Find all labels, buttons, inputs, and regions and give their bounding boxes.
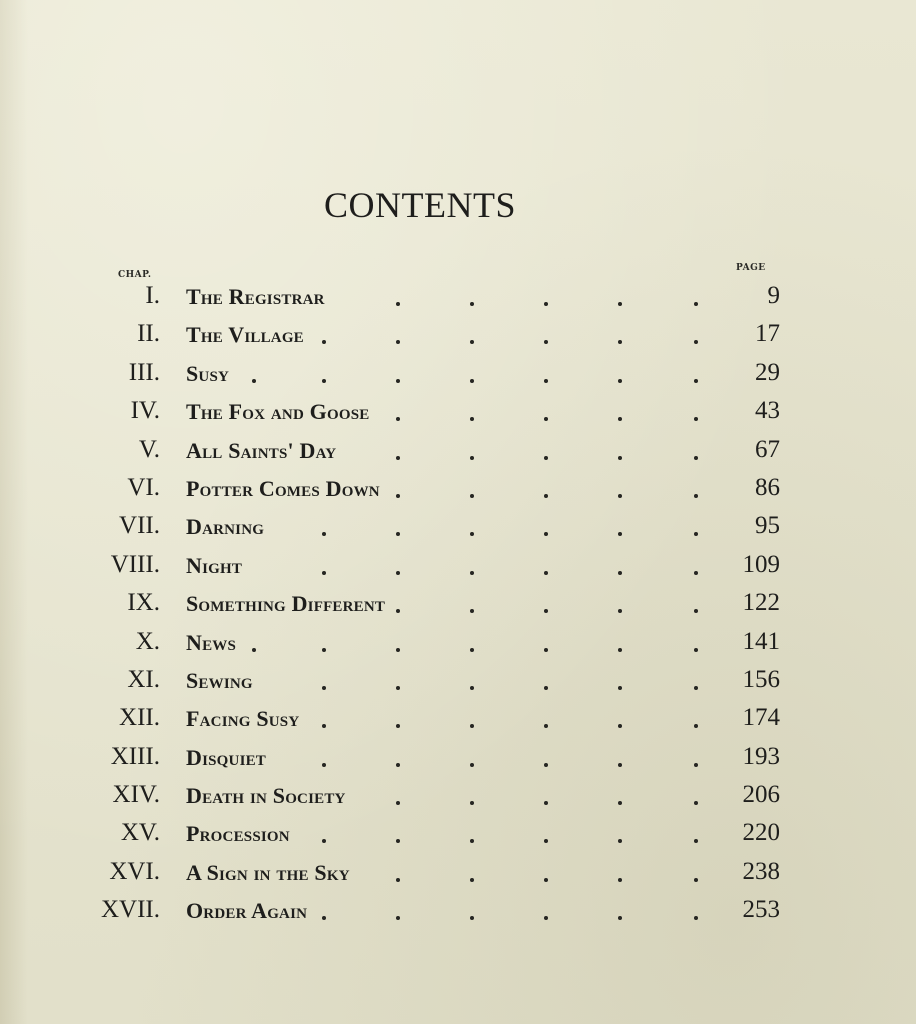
chapter-numeral: II.	[137, 320, 160, 348]
chapter-numeral: IX.	[127, 589, 160, 617]
leader-dot	[322, 916, 326, 920]
leader-dot	[544, 456, 548, 460]
chapter-page-number: 122	[742, 589, 780, 617]
leader-dot	[470, 801, 474, 805]
contents-row	[0, 589, 916, 627]
leader-dot	[544, 532, 548, 536]
leader-dot	[618, 763, 622, 767]
chapter-title: The Registrar	[186, 284, 325, 309]
leader-dot	[544, 839, 548, 843]
leader-dot	[396, 609, 400, 613]
leader-dot	[618, 648, 622, 652]
leader-dot	[470, 878, 474, 882]
leader-dot	[470, 494, 474, 498]
chapter-page-number: 253	[742, 896, 780, 924]
leader-dot	[322, 532, 326, 536]
leader-dot	[396, 724, 400, 728]
contents-row	[0, 359, 916, 397]
contents-row	[0, 666, 916, 704]
leader-dot	[544, 801, 548, 805]
chapter-numeral: IV.	[130, 397, 160, 425]
leader-dot	[470, 686, 474, 690]
leader-dot	[694, 379, 698, 383]
chapter-numeral: VII.	[119, 512, 160, 540]
leader-dot	[544, 648, 548, 652]
page-title: CONTENTS	[324, 185, 516, 225]
leader-dot	[396, 302, 400, 306]
chapter-numeral: XIV.	[112, 781, 160, 809]
chapter-numeral: XVII.	[100, 896, 160, 924]
chapter-title: Disquiet	[186, 744, 267, 770]
chapter-title: Night	[186, 552, 243, 578]
leader-dot	[322, 763, 326, 767]
leader-dot	[396, 379, 400, 383]
leader-dot	[470, 340, 474, 344]
chapter-title: Procession	[186, 821, 290, 847]
leader-dot	[322, 379, 326, 383]
leader-dot	[470, 417, 474, 421]
contents-row	[0, 704, 916, 742]
leader-dot	[470, 724, 474, 728]
chapter-title: News	[186, 629, 237, 655]
leader-dot	[694, 724, 698, 728]
leader-dot	[694, 686, 698, 690]
leader-dot	[322, 571, 326, 575]
leader-dot	[470, 839, 474, 843]
leader-dot	[618, 609, 622, 613]
leader-dot	[544, 571, 548, 575]
leader-dot	[544, 494, 548, 498]
leader-dot	[694, 417, 698, 421]
leader-dot	[618, 340, 622, 344]
contents-row	[0, 397, 916, 435]
contents-row	[0, 474, 916, 512]
chapter-numeral: XVI.	[109, 857, 160, 885]
chapter-numeral: X.	[135, 627, 160, 655]
leader-dot	[618, 686, 622, 690]
chapter-page-number: 220	[742, 819, 780, 847]
leader-dot	[544, 417, 548, 421]
chapter-page-number: 9	[767, 282, 780, 309]
leader-dot	[396, 763, 400, 767]
leader-dot	[544, 302, 548, 306]
leader-dot	[618, 878, 622, 882]
chapter-page-number: 238	[742, 857, 780, 885]
chapter-page-number: 29	[755, 358, 780, 386]
leader-dot	[694, 340, 698, 344]
chapter-title: Order Again	[186, 898, 308, 924]
leader-dot	[396, 839, 400, 843]
chapter-title: Sewing	[186, 667, 253, 693]
leader-dot	[396, 648, 400, 652]
leader-dot	[544, 686, 548, 690]
contents-row	[0, 551, 916, 589]
contents-row	[0, 512, 916, 550]
leader-dot	[396, 532, 400, 536]
leader-dot	[544, 878, 548, 882]
contents-row	[0, 628, 916, 666]
leader-dot	[470, 648, 474, 652]
chapter-page-number: 86	[755, 473, 780, 501]
chapter-page-number: 109	[742, 550, 780, 578]
chapter-column-label: CHAP.	[118, 270, 152, 280]
contents-list	[0, 282, 916, 935]
contents-row	[0, 282, 916, 320]
leader-dot	[694, 801, 698, 805]
leader-dot	[470, 763, 474, 767]
leader-dot	[396, 916, 400, 920]
chapter-numeral: XI.	[127, 665, 160, 693]
chapter-page-number: 67	[755, 435, 780, 463]
chapter-page-number: 174	[742, 704, 780, 732]
leader-dot	[544, 379, 548, 383]
leader-dot	[694, 494, 698, 498]
leader-dot	[470, 532, 474, 536]
leader-dot	[396, 340, 400, 344]
leader-dot	[396, 494, 400, 498]
chapter-title: Susy	[186, 360, 230, 386]
leader-dot	[396, 801, 400, 805]
chapter-numeral: VIII.	[110, 550, 160, 578]
leader-dot	[252, 379, 256, 383]
leader-dot	[618, 916, 622, 920]
chapter-numeral: XV.	[120, 819, 160, 847]
leader-dot	[694, 916, 698, 920]
leader-dot	[322, 340, 326, 344]
leader-dot	[544, 763, 548, 767]
leader-dot	[618, 724, 622, 728]
contents-row	[0, 743, 916, 781]
leader-dot	[396, 417, 400, 421]
leader-dot	[618, 417, 622, 421]
leader-dot	[322, 686, 326, 690]
leader-dot	[618, 456, 622, 460]
leader-dot	[544, 724, 548, 728]
chapter-numeral: VI.	[127, 473, 160, 501]
leader-dot	[322, 648, 326, 652]
leader-dot	[544, 340, 548, 344]
contents-row	[0, 320, 916, 358]
page-column-label: PAGE	[736, 263, 766, 273]
leader-dot	[618, 379, 622, 383]
chapter-title: Darning	[186, 514, 265, 540]
chapter-numeral: III.	[128, 358, 160, 386]
leader-dot	[694, 571, 698, 575]
leader-dot	[618, 494, 622, 498]
chapter-numeral: I.	[145, 282, 160, 309]
leader-dot	[694, 839, 698, 843]
chapter-page-number: 156	[742, 665, 780, 693]
leader-dot	[396, 571, 400, 575]
chapter-page-number: 43	[755, 397, 780, 425]
contents-row	[0, 819, 916, 857]
leader-dot	[694, 302, 698, 306]
leader-dot	[322, 839, 326, 843]
chapter-title: Something Different	[186, 591, 386, 617]
leader-dot	[618, 302, 622, 306]
leader-dot	[694, 763, 698, 767]
chapter-numeral: V.	[138, 435, 160, 463]
leader-dot	[470, 916, 474, 920]
contents-row	[0, 781, 916, 819]
leader-dot	[544, 609, 548, 613]
leader-dot	[618, 801, 622, 805]
chapter-title: All Saints' Day	[186, 437, 337, 463]
leader-dot	[470, 302, 474, 306]
contents-row	[0, 858, 916, 896]
contents-row	[0, 896, 916, 934]
chapter-page-number: 193	[742, 742, 780, 770]
leader-dot	[470, 456, 474, 460]
leader-dot	[470, 609, 474, 613]
leader-dot	[322, 724, 326, 728]
leader-dot	[618, 532, 622, 536]
leader-dot	[252, 648, 256, 652]
leader-dot	[618, 571, 622, 575]
leader-dot	[396, 456, 400, 460]
leader-dot	[396, 686, 400, 690]
leader-dot	[618, 839, 622, 843]
chapter-page-number: 141	[742, 627, 780, 655]
chapter-title: The Fox and Goose	[186, 399, 370, 425]
chapter-title: Facing Susy	[186, 706, 300, 732]
leader-dot	[694, 532, 698, 536]
leader-dot	[470, 571, 474, 575]
leader-dot	[694, 609, 698, 613]
leader-dot	[694, 878, 698, 882]
chapter-page-number: 17	[755, 320, 780, 348]
leader-dot	[694, 648, 698, 652]
leader-dot	[396, 878, 400, 882]
contents-row	[0, 436, 916, 474]
leader-dot	[544, 916, 548, 920]
chapter-title: Death in Society	[186, 783, 346, 809]
chapter-page-number: 95	[755, 512, 780, 540]
chapter-numeral: XIII.	[110, 742, 160, 770]
chapter-numeral: XII.	[119, 704, 160, 732]
chapter-title: The Village	[186, 322, 304, 348]
chapter-title: A Sign in the Sky	[186, 859, 350, 885]
leader-dot	[470, 379, 474, 383]
chapter-page-number: 206	[742, 781, 780, 809]
leader-dot	[694, 456, 698, 460]
chapter-title: Potter Comes Down	[186, 475, 380, 501]
